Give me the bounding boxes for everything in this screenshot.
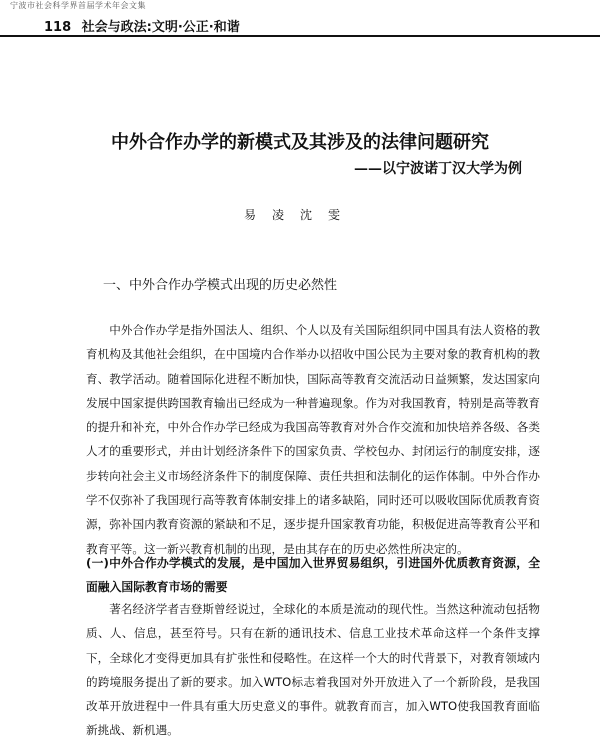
running-title: 社会与政法:文明·公正·和谐	[81, 20, 240, 35]
body-paragraph-2: 著名经济学者吉登斯曾经说过，全球化的本质是流动的现代性。当然这种流动包括物质、人、信息，甚至符号。只有在新的通讯技术、信息工业技术革命这样一个条件支撑下，全球化才变得更加具有扩张性和侵略性。在这样一个大的时代背景下，对教育领域内的跨境服务提出了新的要求。加入WTO标志着我国对外开放进入了一个新阶段，是我国改革开放进程中一件具有重大历史意义的事件。就教育而言，加入WTO使我国教育面临新挑战、新机遇。	[86, 602, 540, 738]
page-number: 118	[44, 20, 72, 35]
article-authors: 易凌沈雯	[243, 208, 356, 222]
section-heading-1: 一、中外合作办学模式出现的历史必然性	[103, 278, 338, 293]
collection-title: 宁波市社会科学界首届学术年会文集	[10, 1, 146, 10]
running-header	[44, 16, 240, 35]
body-paragraph-1: 中外合作办学是指外国法人、组织、个人以及有关国际组织同中国具有法人资格的教育机构及其他社会组织，在中国境内合作举办以招收中国公民为主要对象的教育机构的教育、教学活动。随着国际化进程不断加快，国际高等教育交流活动日益频繁，发达国家向发展中国家提供跨国教育输出已经成为一种普遍现象。作为对我国教育，特别是高等教育的提升和补充，中外合作办学已经成为我国高等教育对外合作交流和加快培养各级、各类人才的重要形式，并由计划经济条件下的国家负责、学校包办、封闭运行的制度安排，逐步转向社会主义市场经济条件下的制度保障、责任共担和法制化的运作体制。中外合作办学不仅弥补了我国现行高等教育体制安排上的诸多缺陷，同时还可以吸收国际优质教育资源，弥补国内教育资源的紧缺和不足，逐步提升国家教育功能，积极促进高等教育公平和教育平等。这一新兴教育机制的出现，是由其存在的历史必然性所决定的。	[86, 323, 540, 556]
subsection-heading-1: (一)中外合作办学模式的发展，是中国加入世界贸易组织，引进国外优质教育资源，全面融入国际教育市场的需要	[86, 556, 540, 594]
article-title: 中外合作办学的新模式及其涉及的法律问题研究	[111, 132, 489, 153]
header-rule	[0, 35, 600, 37]
article-subtitle: ——以宁波诺丁汉大学为例	[354, 161, 522, 177]
